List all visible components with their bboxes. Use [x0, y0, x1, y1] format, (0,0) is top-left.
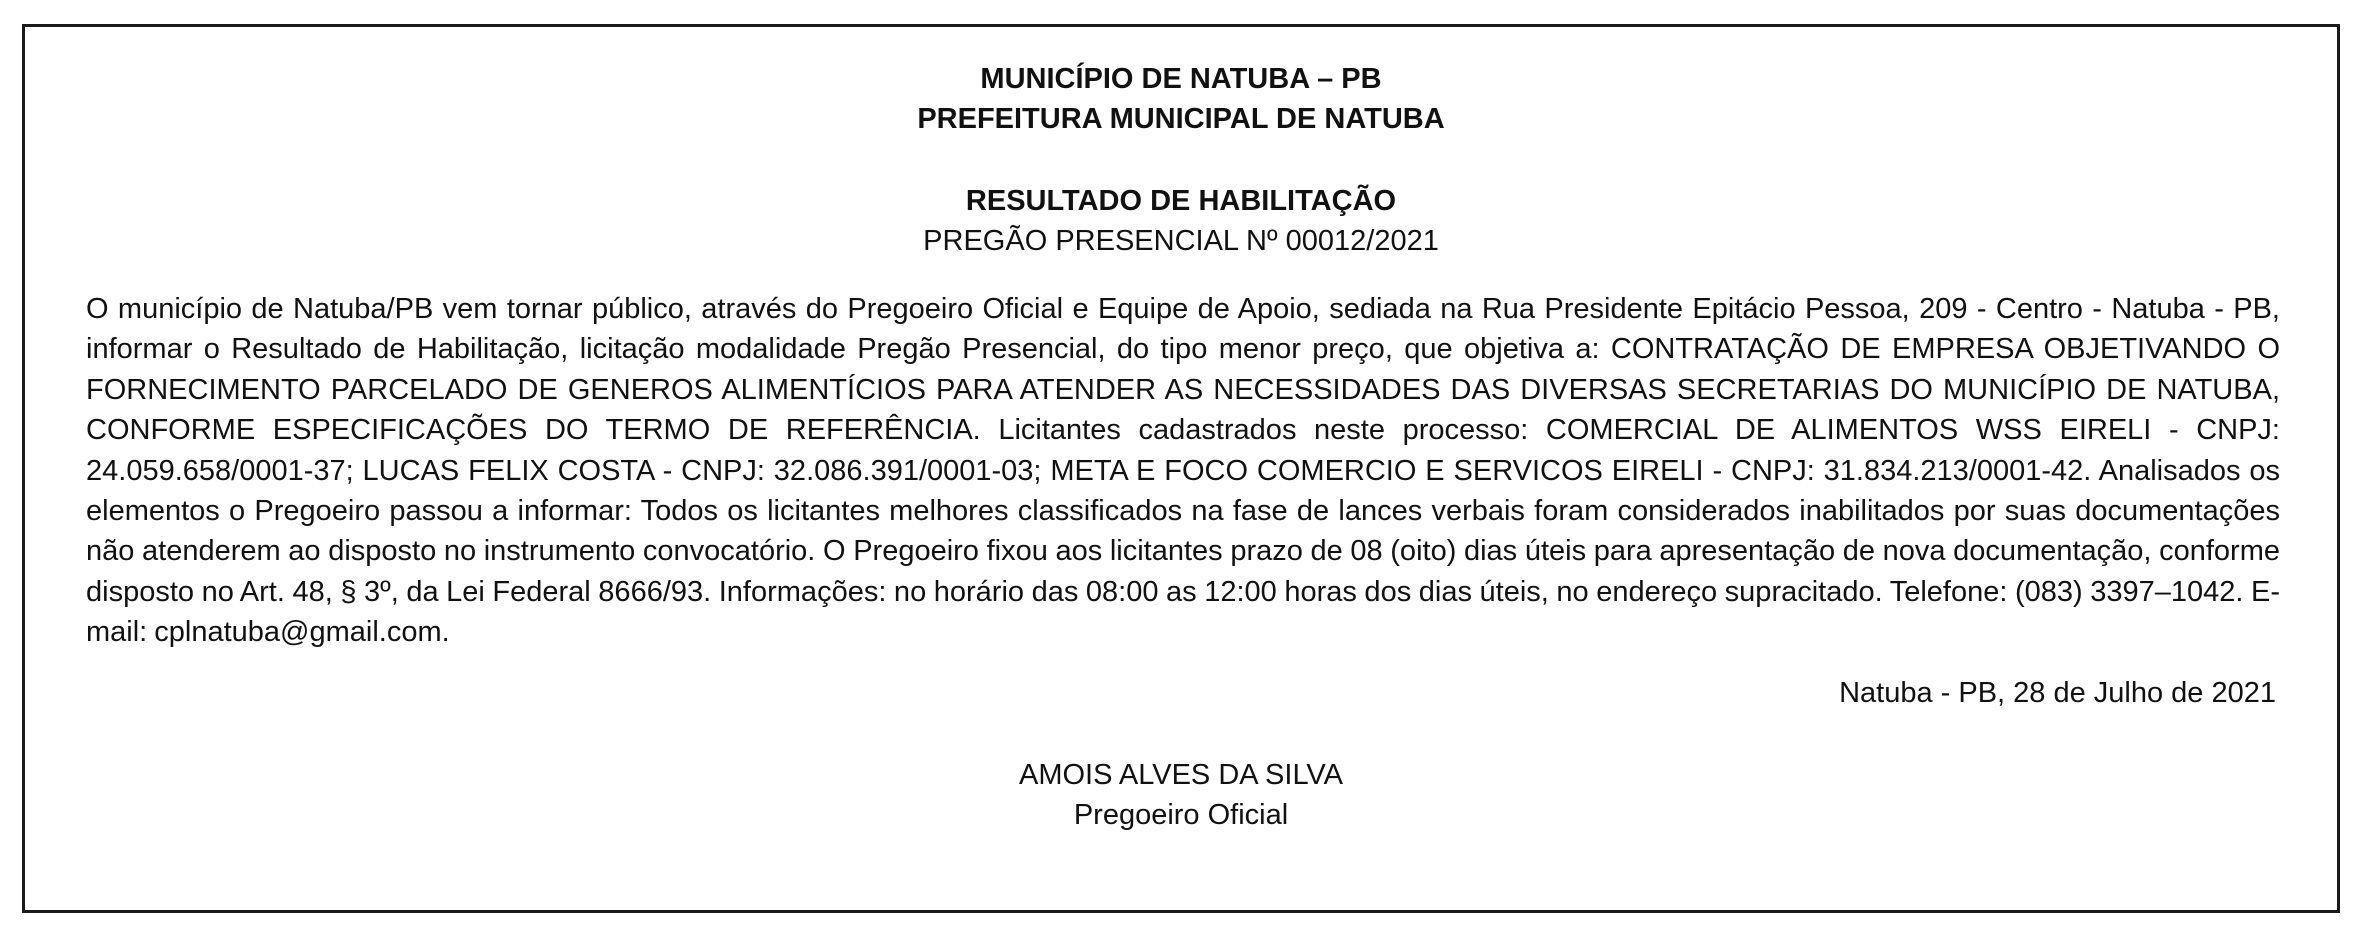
date-line: Natuba - PB, 28 de Julho de 2021 — [1839, 677, 2276, 709]
prefecture-heading: PREFEITURA MUNICIPAL DE NATUBA — [917, 103, 1445, 135]
signatory-name: AMOIS ALVES DA SILVA — [1019, 759, 1343, 791]
result-title: RESULTADO DE HABILITAÇÃO — [965, 185, 1397, 217]
signatory-role: Pregoeiro Oficial — [1073, 799, 1289, 831]
municipality-heading: MUNICÍPIO DE NATUBA – PB — [980, 63, 1382, 95]
auction-number: PREGÃO PRESENCIAL Nº 00012/2021 — [923, 225, 1439, 257]
notice-paragraph: O município de Natuba/PB vem tornar público, através do Pregoeiro Oficial e Equipe de Apoio, sediada na Rua Presidente Epitácio Pessoa, 209 - Centro - Natuba - PB, informar o Resultado de Habilitação, licitação modalidade Pregão Presencial, do tipo menor preço, que objetiva a: CONTRATAÇÃO DE EMPRESA OBJETIVANDO O FORNECIMENTO PARCELADO DE GENEROS ALIMENTÍCIOS PARA ATENDER AS NECESSIDADES DAS DIVERSAS SECRETARIAS DO MUNICÍPIO DE NATUBA, CONFORME ESPECIFICAÇÕES DO TERMO DE REFERÊNCIA. Licitantes cadastrados neste processo: COMERCIAL DE ALIMENTOS WSS EIRELI - CNPJ: 24.059.658/0001-37; LUCAS FELIX COSTA - CNPJ: 32.086.391/0001-03; META E FOCO COMERCIO E SERVICOS EIRELI - CNPJ: 31.834.213/0001-42. Analisados os elementos o Pregoeiro passou a informar: Todos os licitantes melhores classificados na fase de lances verbais foram considerados inabilitados por suas documentações não atenderem ao disposto no instrumento convocatório. O Pregoeiro fixou aos licitantes prazo de 08 (oito) dias úteis para apresentação de nova documentação, conforme disposto no Art. 48, § 3º, da Lei Federal 8666/93. Informações: no horário das 08:00 as 12:00 horas dos dias úteis, no endereço supracitado. Telefone: (083) 3397–1042. E-mail: cplnatuba@gmail.com. — [86, 293, 2280, 649]
document-frame — [22, 24, 2340, 913]
